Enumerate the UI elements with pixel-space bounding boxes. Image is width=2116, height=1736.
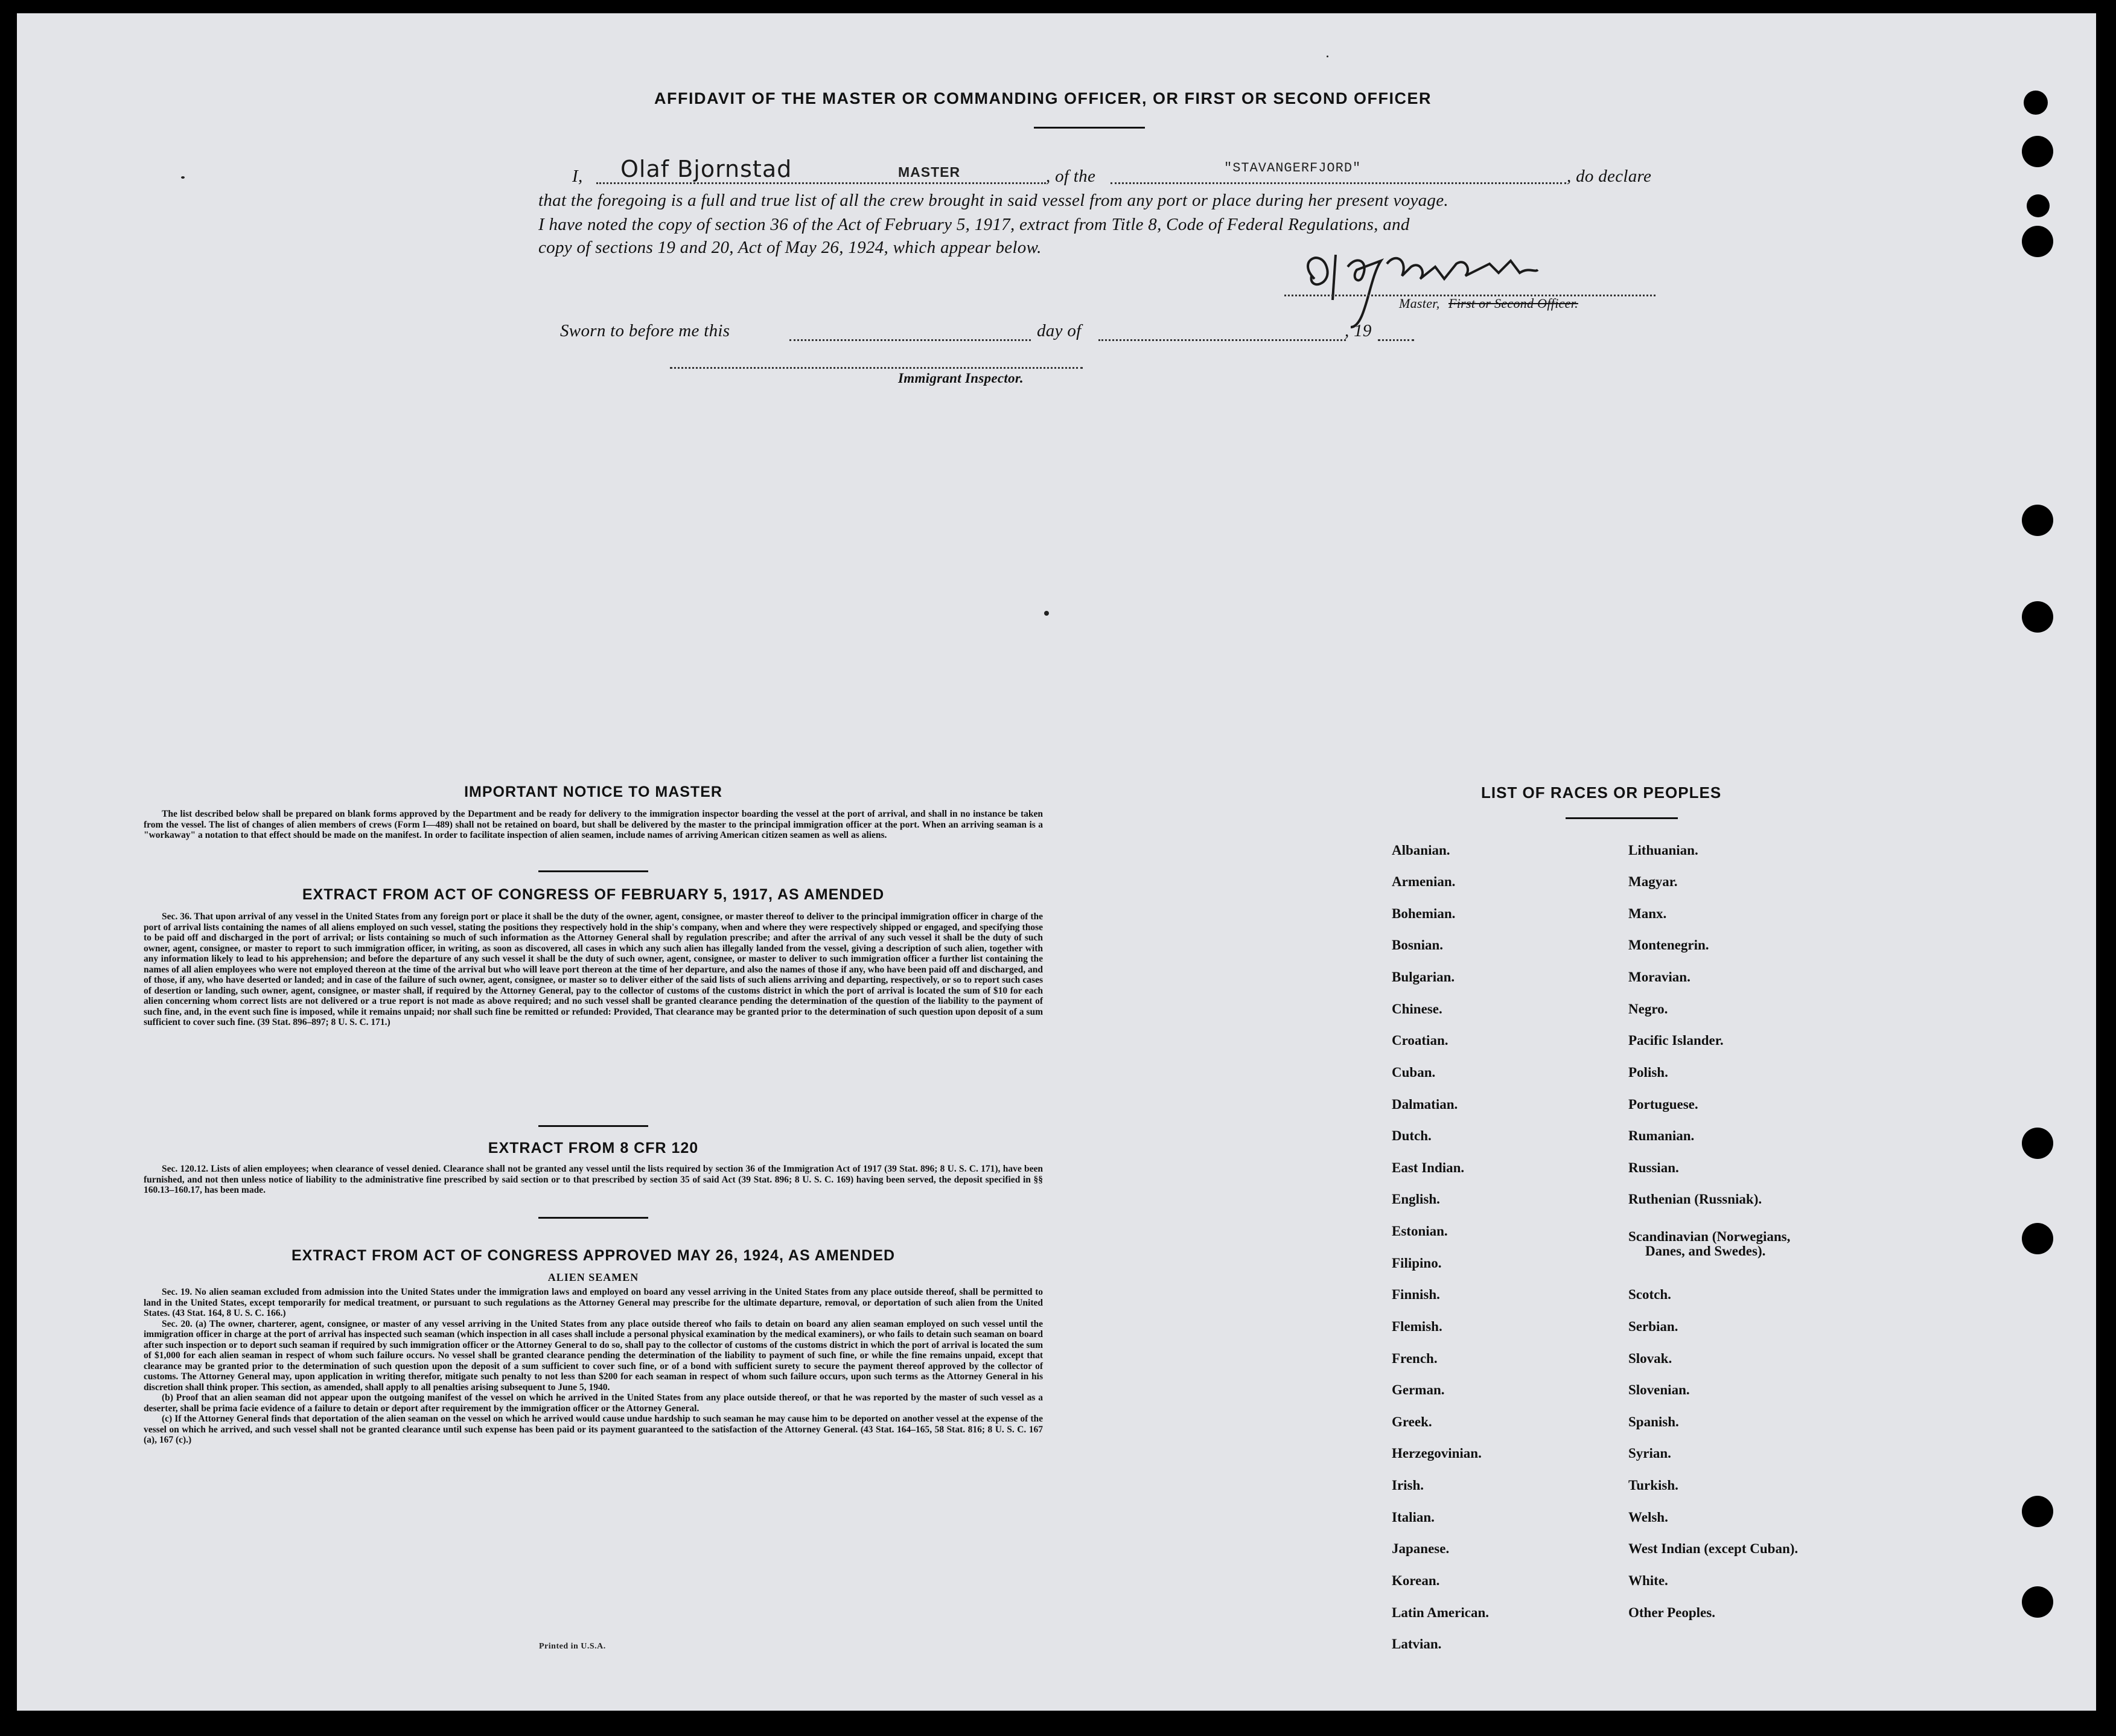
master-signature <box>1290 243 1628 333</box>
sig-caption-struck: First or Second Officer. <box>1448 296 1578 311</box>
affidavit-title: AFFIDAVIT OF THE MASTER OR COMMANDING OFFICER, OR FIRST OR SECOND OFFICER <box>654 89 1432 107</box>
race-left: Finnish. <box>1392 1287 1440 1302</box>
title-divider <box>1034 127 1145 129</box>
race-right: Spanish. <box>1628 1414 1679 1429</box>
race-left: Armenian. <box>1392 874 1456 889</box>
race-left: Bohemian. <box>1392 906 1456 921</box>
inspector-line <box>670 367 1083 369</box>
race-left: Italian. <box>1392 1510 1435 1525</box>
affidavit-line-4: copy of sections 19 and 20, Act of May 26, 1924, which appear below. <box>538 238 1042 257</box>
sworn-month-line <box>1098 339 1346 341</box>
race-right: Moravian. <box>1628 969 1691 984</box>
do-declare-label: , do declare <box>1567 167 1652 186</box>
race-right: Rumanian. <box>1628 1128 1695 1143</box>
speck <box>181 176 185 179</box>
binder-hole <box>2022 1496 2053 1527</box>
races-title: LIST OF RACES OR PEOPLES <box>1481 783 1722 802</box>
extract-1917-body <box>144 911 1043 1028</box>
binder-hole <box>2022 1128 2053 1159</box>
race-right: Slovak. <box>1628 1351 1672 1366</box>
year-line <box>1378 339 1414 341</box>
extract-cfr-title: EXTRACT FROM 8 CFR 120 <box>488 1140 699 1157</box>
sec-20c-paragraph: (c) If the Attorney General finds that deportation of the alien seaman on the vessel on which he arrived would cause undue hardship to such seaman he may cause him to be deported on another vessel at the expense of the vessel on which he arrived, and such vessel shall not be granted clearance until such expense has been paid or its payment guaranteed to the satisfaction of the Attorney General. (43 Stat. 164–165, 58 Stat. 816; 8 U. S. C. 167 (a), 167 (c).) <box>144 1414 1043 1445</box>
extract-1924-body <box>144 1287 1043 1446</box>
extract-1917-title: EXTRACT FROM ACT OF CONGRESS OF FEBRUARY 5, 1917, AS AMENDED <box>302 886 885 903</box>
race-left: Dutch. <box>1392 1128 1432 1143</box>
sec-20a-paragraph: Sec. 20. (a) The owner, charterer, agent, consignee, or master of any vessel arriving in the United States from any place outside thereof who fails to detain on board any alien seaman employed on such vessel until the immigration officer in charge at the port of arrival has inspected such seaman (which inspection in all cases shall include a personal physical examination by the medical examiners), or who fails to detain such seaman on board after such inspection or to deport such seaman if required by such immigration officer or the Attorney General to do so, shall pay to the collector of customs of the customs district in which the port of arrival is located the sum of $1,000 for each alien seaman in respect of whom such failure occurs. No vessel shall be granted clearance pending the determination of the liability to payment of such fine, or while the fine remains unpaid, except that clearance may be granted prior to the determination of such question upon the deposit of a sum sufficient to cover such fine, or of a bond with sufficient surety to secure the payment thereof approved by the collector of customs. The Attorney General may, upon application in writing therefor, mitigate such penalty to not less than $200 for each seaman in respect of whom such failure occurs, upon such terms as the Attorney General in his discretion shall think proper. This section, as amended, shall apply to all penalties arising subsequent to June 5, 1940. <box>144 1318 1043 1393</box>
race-left: Latin American. <box>1392 1605 1489 1620</box>
race-right: Magyar. <box>1628 874 1678 889</box>
sig-caption-master: Master, <box>1399 296 1440 311</box>
race-right: Scotch. <box>1628 1287 1671 1302</box>
race-right: Other Peoples. <box>1628 1605 1715 1620</box>
race-left: Filipino. <box>1392 1256 1442 1271</box>
binder-hole <box>2022 601 2053 633</box>
race-left: English. <box>1392 1192 1440 1207</box>
race-left: German. <box>1392 1382 1445 1397</box>
race-right: Syrian. <box>1628 1446 1671 1461</box>
race-right: Manx. <box>1628 906 1667 921</box>
notice-body <box>144 809 1043 841</box>
vessel-name: "STAVANGERFJORD" <box>1224 161 1362 176</box>
master-name: Olaf Bjornstad <box>620 156 792 182</box>
day-of-label: day of <box>1037 321 1082 340</box>
race-right: Russian. <box>1628 1160 1679 1175</box>
affidavit-line-3: I have noted the copy of section 36 of the Act of February 5, 1917, extract from Title 8, Code of Federal Regulations, and <box>538 215 1410 234</box>
race-right: Negro. <box>1628 1001 1668 1016</box>
year-label: , 19 <box>1345 321 1372 340</box>
binder-hole <box>2022 1586 2053 1618</box>
binder-hole <box>2022 136 2053 167</box>
race-right: Serbian. <box>1628 1319 1678 1334</box>
race-right: Lithuanian. <box>1628 843 1698 858</box>
race-right: White. <box>1628 1573 1668 1588</box>
race-left: Irish. <box>1392 1478 1424 1493</box>
inspector-label: Immigrant Inspector. <box>898 371 1024 386</box>
rank-stamp: MASTER <box>898 164 961 180</box>
race-left: French. <box>1392 1351 1438 1366</box>
notice-divider <box>538 870 648 872</box>
race-left: Chinese. <box>1392 1001 1442 1016</box>
race-right: Portuguese. <box>1628 1097 1698 1112</box>
race-right: West Indian (except Cuban). <box>1628 1541 1799 1556</box>
race-left: Croatian. <box>1392 1033 1448 1048</box>
race-right: Pacific Islander. <box>1628 1033 1724 1048</box>
extract-cfr-body <box>144 1164 1043 1196</box>
binder-hole <box>2022 226 2053 257</box>
race-left: Japanese. <box>1392 1541 1450 1556</box>
race-right: Danes, and Swedes). <box>1645 1243 1766 1259</box>
race-left: Greek. <box>1392 1414 1432 1429</box>
race-left: Herzegovinian. <box>1392 1446 1482 1461</box>
sec-20b-paragraph: (b) Proof that an alien seaman did not appear upon the outgoing manifest of the vessel on which he arrived in the United States from any place outside thereof, or that he was reported by the master of such vessel as a deserter, shall be prima facie evidence of a failure to detain or deport after requirement by the immigration officer or the Attorney General. <box>144 1393 1043 1414</box>
binder-hole <box>2024 91 2048 115</box>
extract-cfr-divider <box>538 1217 648 1219</box>
sec-19-paragraph: Sec. 19. No alien seaman excluded from admission into the United States under the immigration laws and employed on board any vessel arriving in the United States from any place outside thereof, shall be permitted to land in the United States, except temporarily for medical treatment, or pursuant to such regulations as the Attorney General may prescribe for the ultimate departure, removal, or deportation of such alien from the United States. (43 Stat. 164, 8 U. S. C. 166.) <box>144 1287 1043 1318</box>
race-left: Albanian. <box>1392 843 1450 858</box>
race-right: Turkish. <box>1628 1478 1678 1493</box>
binder-hole <box>2027 194 2050 217</box>
vessel-field-line <box>1111 182 1566 184</box>
notice-title: IMPORTANT NOTICE TO MASTER <box>464 783 722 800</box>
race-left: Bosnian. <box>1392 937 1444 953</box>
sec-36-paragraph: Sec. 36. That upon arrival of any vessel in the United States from any foreign port or place it shall be the duty of the owner, agent, consignee, or master thereof to deliver to the principal immigration officer in charge of the port of arrival lists containing the names of all aliens employed on such vessel, stating the positions they respectively hold in the ship's company, when and where they were respectively shipped or engaged, and specifying those to be paid off and discharged in the port of arrival; or lists containing so much of such information as the Attorney General shall by regulation prescribe; and after the arrival of any such vessel it shall be the duty of such owner, agent, consignee, or master to report to such immigration officer, in writing, as soon as discovered, all cases in which any such alien has illegally landed from the vessel, giving a description of such alien, together with any information likely to lead to his apprehension; and before the departure of any such vessel it shall be the duty of such owner, agent, consignee, or master to deliver to such immigration officer a further list containing the names of all alien employees who were not employed thereon at the time of the arrival but who will leave port thereon at the time of her departure, and also the names of those if any, who have been paid off and discharged, and of those, if any, who have deserted or landed; and in case of the failure of such owner, agent, consignee, or master so to deliver either of the said lists of such aliens arriving and departing, respectively, or so to report such cases of desertion or landing, such owner, agent, consignee, or master shall, if required by the Attorney General, pay to the collector of customs of the customs district in which the port of arrival is located the sum of $10 for each alien concerning whom correct lists are not delivered or a true report is not made as above required; and no such vessel shall be granted clearance pending the determination of the question of the liability to the payment of such fine, and, in the event such fine is imposed, while it remains unpaid; nor shall such fine be remitted or refunded: Provided, That clearance may be granted prior to the determination of such question upon deposit of a sum sufficient to cover such fine. (39 Stat. 896–897; 8 U. S. C. 171.) <box>144 911 1043 1027</box>
affidavit-line-2: that the foregoing is a full and true list of all the crew brought in said vessel from any port or place during her present voyage. <box>538 191 1448 210</box>
race-right: Slovenian. <box>1628 1382 1690 1397</box>
sworn-day-line <box>789 339 1031 341</box>
name-field-line <box>596 182 1046 184</box>
speck <box>1327 56 1328 57</box>
race-left: Bulgarian. <box>1392 969 1455 984</box>
races-divider <box>1566 817 1678 819</box>
race-right: Montenegrin. <box>1628 937 1709 953</box>
sec-120-paragraph: Sec. 120.12. Lists of alien employees; when clearance of vessel denied. Clearance shall not be granted any vessel until the lists required by section 36 of the Immigration Act of 1917 (39 Stat. 896; 8 U. S. C. 171), have been furnished, and not then unless notice of liability to the administrative fine prescribed by said section or to that prescribed by section 35 of said Act (39 Stat. 896; 8 U. S. C. 169) having been served, the deposit specified in §§ 160.13–160.17, has been made. <box>144 1164 1043 1195</box>
i-label: I, <box>572 167 583 186</box>
race-left: Estonian. <box>1392 1224 1448 1239</box>
race-right: Welsh. <box>1628 1510 1668 1525</box>
race-right: Polish. <box>1628 1065 1668 1080</box>
race-left: Cuban. <box>1392 1065 1436 1080</box>
of-the-label: , of the <box>1046 167 1096 186</box>
alien-seamen-subtitle: ALIEN SEAMEN <box>547 1271 639 1283</box>
race-left: Flemish. <box>1392 1319 1442 1334</box>
document-page <box>17 13 2096 1711</box>
race-left: East Indian. <box>1392 1160 1465 1175</box>
speck <box>1044 611 1049 616</box>
sworn-label: Sworn to before me this <box>560 321 730 340</box>
printed-in-usa: Printed in U.S.A. <box>539 1642 606 1651</box>
race-left: Latvian. <box>1392 1636 1442 1651</box>
notice-paragraph: The list described below shall be prepared on blank forms approved by the Department and be ready for delivery to the immigration inspector boarding the vessel at the port of arrival, and shall in no instance be taken from the vessel. The list of changes of alien members of crews (Form I—489) shall not be retained on board, but shall be delivered by the master to the principal immigration officer at the port. When an arriving seaman is a "workaway" a notation to that effect should be made on the manifest. In order to facilitate inspection of alien seamen, include names of arriving American citizen seamen as well as aliens. <box>144 809 1043 840</box>
race-left: Dalmatian. <box>1392 1097 1458 1112</box>
race-left: Korean. <box>1392 1573 1440 1588</box>
binder-hole <box>2022 1223 2053 1254</box>
race-right: Ruthenian (Russniak). <box>1628 1192 1762 1207</box>
extract-1917-divider <box>538 1125 648 1127</box>
binder-hole <box>2022 505 2053 536</box>
extract-1924-title: EXTRACT FROM ACT OF CONGRESS APPROVED MAY 26, 1924, AS AMENDED <box>291 1247 896 1264</box>
race-right: Scandinavian (Norwegians, <box>1628 1229 1791 1244</box>
